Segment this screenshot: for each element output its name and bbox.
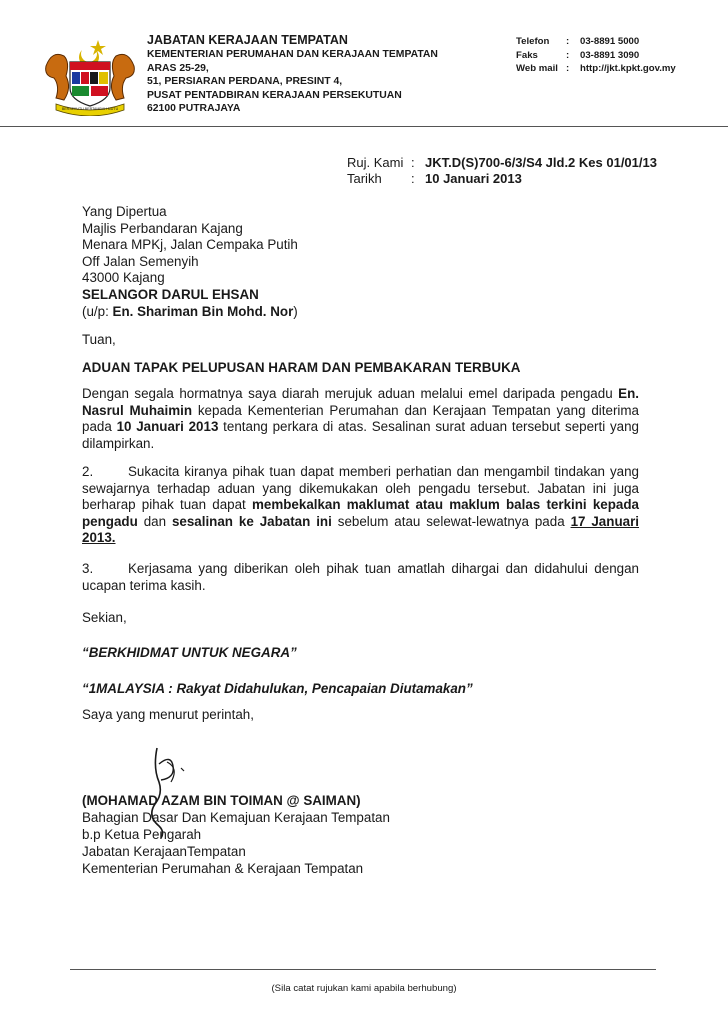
recipient-state: SELANGOR DARUL EHSAN <box>82 286 259 302</box>
paragraph-emphasis: membekalkan maklumat atau maklum balas terkini kepada pengadu <box>82 497 639 529</box>
address-line: 51, PERSIARAN PERDANA, PRESINT 4, <box>147 76 343 88</box>
date-label: Tarikh <box>347 171 382 186</box>
contact-value: 03-8891 5000 <box>580 36 640 47</box>
footer-note: (Sila catat rujukan kami apabila berhubung) <box>271 983 457 994</box>
malaysia-coat-of-arms-icon <box>42 36 138 116</box>
letterhead-address <box>147 33 438 116</box>
received-date: 10 Januari 2013 <box>116 419 219 435</box>
recipient-line: Yang Dipertua <box>82 204 167 219</box>
contact-label: Faks <box>516 49 538 61</box>
header-divider <box>0 126 728 127</box>
colon: : <box>411 155 415 170</box>
date-row <box>347 171 657 187</box>
address-line: PUSAT PENTADBIRAN KERAJAAN PERSEKUTUAN <box>147 89 402 101</box>
paragraph-text: tentang perkara di atas. Sesalinan surat aduan tersebut seperti yang dilampirkan. <box>82 419 639 451</box>
colon: : <box>566 36 570 47</box>
contact-row-webmail <box>516 62 676 76</box>
address-line: 62100 PUTRAJAYA <box>147 103 241 115</box>
contact-value: 03-8891 3090 <box>580 49 640 61</box>
paragraph-text: Kerjasama yang diberikan oleh pihak tuan amatlah dihargai dan didahului dengan ucapan terima kasih. <box>82 561 639 593</box>
signatory-name: (MOHAMAD AZAM BIN TOIMAN @ SAIMAN) <box>82 793 361 808</box>
paragraph-number: 3. <box>82 561 94 576</box>
paragraph-text: Sukacita kiranya pihak tuan dapat memberi perhatian dan mengambil tindakan yang sewajarnya terhadap aduan yang dikemukakan oleh pengadu tersebut. Jabatan ini juga berharap pihak tuan dapat <box>82 464 639 513</box>
signatory-line: Kementerian Perumahan & Kerajaan Tempatan <box>82 861 364 876</box>
recipient-address <box>82 204 298 320</box>
attention-line <box>82 304 298 321</box>
recipient-line: Off Jalan Semenyih <box>82 253 199 269</box>
attention-name: En. Shariman Bin Mohd. Nor <box>112 303 294 319</box>
recipient-line: Menara MPKj, Jalan Cempaka Putih <box>82 237 298 253</box>
colon: : <box>566 49 570 61</box>
motto-1malaysia: “1MALAYSIA : Rakyat Didahulukan, Pencapaian Diutamakan” <box>82 681 473 696</box>
paragraph-text: Dengan segala hormatnya saya diarah merujuk aduan melalui emel daripada pengadu <box>82 386 619 401</box>
paragraph-text: dan <box>137 513 172 529</box>
paragraph-2 <box>82 464 639 547</box>
salutation: Tuan, <box>82 332 116 347</box>
paragraph-text: sebelum atau selewat-lewatnya pada <box>331 513 571 529</box>
paragraph-3 <box>82 561 639 594</box>
colon: : <box>566 63 570 75</box>
letter-subject: ADUAN TAPAK PELUPUSAN HARAM DAN PEMBAKARAN TERBUKA <box>82 360 521 375</box>
reference-label: Ruj. Kami <box>347 155 404 170</box>
colon: : <box>411 171 415 186</box>
svg-text:BERSEKUTU BERTAMBAH MUTU: BERSEKUTU BERTAMBAH MUTU <box>61 107 119 111</box>
attention-prefix: (u/p: <box>82 303 113 319</box>
address-line: KEMENTERIAN PERUMAHAN DAN KERAJAAN TEMPATAN <box>147 49 438 60</box>
deadline-date: 17 Januari 2013. <box>82 513 639 546</box>
contact-label: Telefon <box>516 36 550 47</box>
attention-suffix: ) <box>293 303 298 319</box>
paragraph-1 <box>82 386 639 452</box>
signatory-block <box>82 792 390 877</box>
motto-berkhidmat: “BERKHIDMAT UNTUK NEGARA” <box>82 645 297 660</box>
address-line: ARAS 25-29, <box>147 62 209 74</box>
contact-label: Web mail <box>516 63 558 75</box>
signatory-line: Bahagian Dasar Dan Kemajuan Kerajaan Tempatan <box>82 810 390 825</box>
contact-row-faks <box>516 49 676 63</box>
letter-date: 10 Januari 2013 <box>425 171 522 186</box>
contact-row-telefon <box>516 35 676 49</box>
contact-value: http://jkt.kpkt.gov.my <box>580 63 676 75</box>
yours-faithfully: Saya yang menurut perintah, <box>82 707 254 722</box>
letterhead-contacts <box>516 35 676 76</box>
paragraph-number: 2. <box>82 464 94 479</box>
recipient-line: Majlis Perbandaran Kajang <box>82 220 243 236</box>
closing: Sekian, <box>82 610 127 625</box>
reference-block <box>347 155 657 187</box>
footer-divider <box>70 969 656 970</box>
reference-number: JKT.D(S)700-6/3/S4 Jld.2 Kes 01/01/13 <box>425 155 657 170</box>
signatory-line: b.p Ketua Pengarah <box>82 827 202 842</box>
reference-row <box>347 155 657 171</box>
signatory-line: Jabatan KerajaanTempatan <box>82 844 246 859</box>
complainant-name: En. Nasrul Muhaimin <box>82 386 639 418</box>
paragraph-text: kepada Kementerian Perumahan dan Kerajaan Tempatan yang diterima pada <box>82 402 639 435</box>
department-name: JABATAN KERAJAAN TEMPATAN <box>147 33 348 47</box>
recipient-line: 43000 Kajang <box>82 270 165 286</box>
paragraph-emphasis: sesalinan ke Jabatan ini <box>171 513 332 529</box>
